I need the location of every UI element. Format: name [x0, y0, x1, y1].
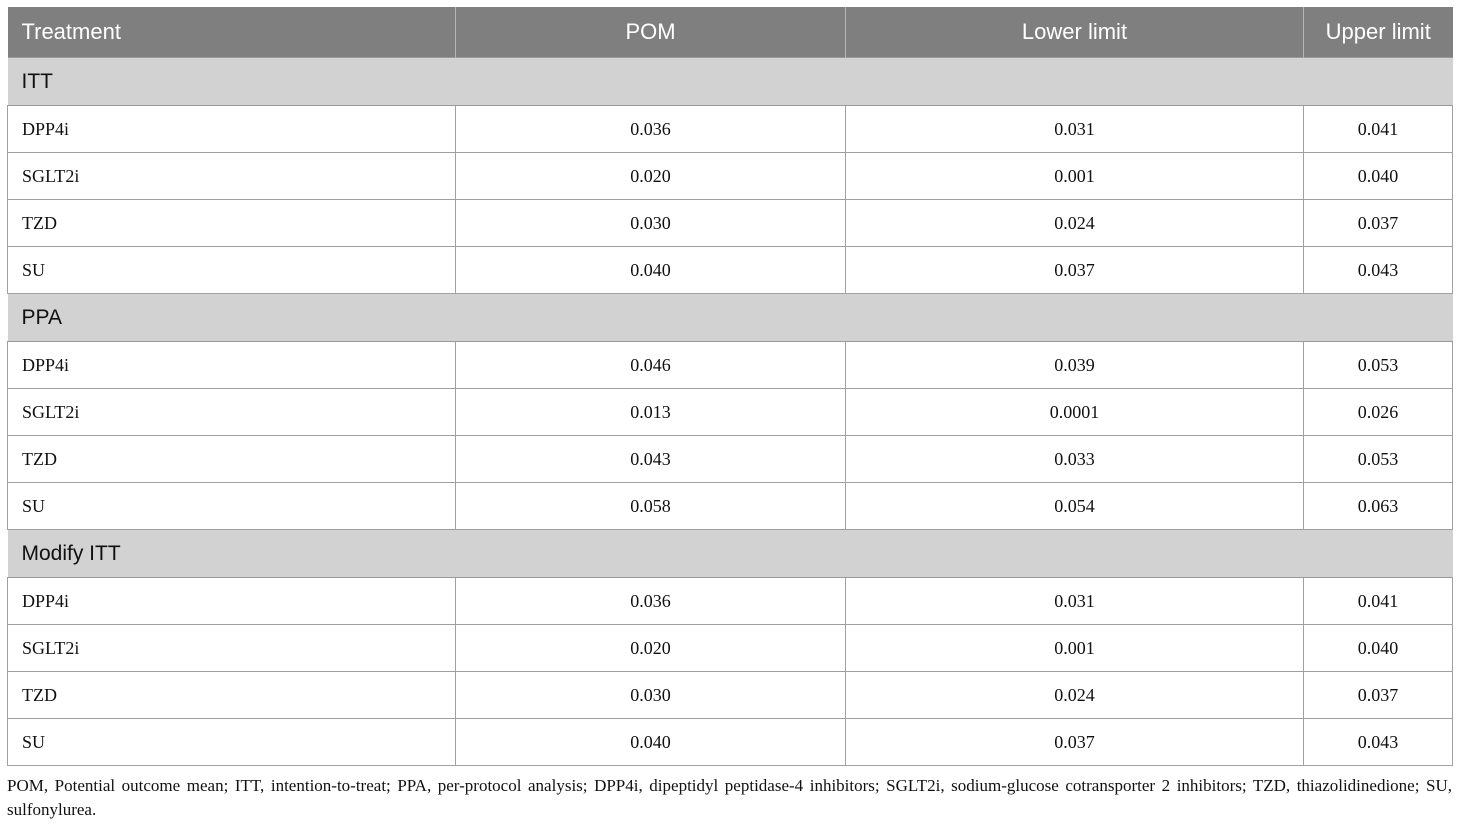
table-row [8, 483, 1453, 530]
upper-limit-cell: 0.026 [1304, 389, 1453, 436]
treatment-cell: SU [8, 247, 456, 294]
pom-cell: 0.036 [456, 106, 846, 153]
table-row [8, 200, 1453, 247]
pom-cell: 0.058 [456, 483, 846, 530]
treatment-cell: DPP4i [8, 578, 456, 625]
lower-limit-cell: 0.054 [846, 483, 1304, 530]
header-treatment: Treatment [8, 7, 456, 58]
group-label: PPA [8, 294, 1453, 342]
table-header-row [8, 7, 1453, 58]
treatment-cell: DPP4i [8, 106, 456, 153]
treatment-cell: SU [8, 719, 456, 766]
lower-limit-cell: 0.001 [846, 153, 1304, 200]
pom-cell: 0.040 [456, 247, 846, 294]
results-table-container [7, 7, 1452, 766]
upper-limit-cell: 0.053 [1304, 342, 1453, 389]
treatment-cell: TZD [8, 436, 456, 483]
treatment-cell: SU [8, 483, 456, 530]
treatment-cell: TZD [8, 200, 456, 247]
group-label: Modify ITT [8, 530, 1453, 578]
lower-limit-cell: 0.033 [846, 436, 1304, 483]
pom-cell: 0.020 [456, 625, 846, 672]
table-row [8, 153, 1453, 200]
table-row [8, 389, 1453, 436]
lower-limit-cell: 0.001 [846, 625, 1304, 672]
pom-cell: 0.036 [456, 578, 846, 625]
table-footnote: POM, Potential outcome mean; ITT, intention-to-treat; PPA, per-protocol analysis; DPP4i, dipeptidyl peptidase-4 inhibitors; SGLT2i, sodium-glucose cotransporter 2 inhibitors; TZD, thiazolidinedione; SU, sulfonylurea. [7, 776, 1452, 819]
group-row [8, 58, 1453, 106]
upper-limit-cell: 0.040 [1304, 153, 1453, 200]
pom-cell: 0.043 [456, 436, 846, 483]
table-row [8, 106, 1453, 153]
upper-limit-cell: 0.053 [1304, 436, 1453, 483]
pom-cell: 0.013 [456, 389, 846, 436]
lower-limit-cell: 0.037 [846, 247, 1304, 294]
group-row [8, 530, 1453, 578]
upper-limit-cell: 0.037 [1304, 672, 1453, 719]
treatment-cell: SGLT2i [8, 389, 456, 436]
pom-cell: 0.046 [456, 342, 846, 389]
header-pom: POM [456, 7, 846, 58]
treatment-cell: SGLT2i [8, 625, 456, 672]
table-body [8, 58, 1453, 766]
table-row [8, 578, 1453, 625]
pom-cell: 0.030 [456, 672, 846, 719]
pom-cell: 0.030 [456, 200, 846, 247]
treatment-cell: SGLT2i [8, 153, 456, 200]
upper-limit-cell: 0.041 [1304, 578, 1453, 625]
lower-limit-cell: 0.039 [846, 342, 1304, 389]
table-row [8, 672, 1453, 719]
header-lower-limit: Lower limit [846, 7, 1304, 58]
table-row [8, 342, 1453, 389]
pom-cell: 0.020 [456, 153, 846, 200]
lower-limit-cell: 0.024 [846, 200, 1304, 247]
group-row [8, 294, 1453, 342]
lower-limit-cell: 0.024 [846, 672, 1304, 719]
upper-limit-cell: 0.043 [1304, 719, 1453, 766]
treatment-cell: TZD [8, 672, 456, 719]
header-upper-limit: Upper limit [1304, 7, 1453, 58]
table-row [8, 247, 1453, 294]
lower-limit-cell: 0.031 [846, 106, 1304, 153]
treatment-cell: DPP4i [8, 342, 456, 389]
lower-limit-cell: 0.037 [846, 719, 1304, 766]
upper-limit-cell: 0.041 [1304, 106, 1453, 153]
table-row [8, 719, 1453, 766]
table-row [8, 625, 1453, 672]
pom-cell: 0.040 [456, 719, 846, 766]
lower-limit-cell: 0.0001 [846, 389, 1304, 436]
upper-limit-cell: 0.043 [1304, 247, 1453, 294]
lower-limit-cell: 0.031 [846, 578, 1304, 625]
results-table [7, 7, 1453, 766]
group-label: ITT [8, 58, 1453, 106]
upper-limit-cell: 0.063 [1304, 483, 1453, 530]
upper-limit-cell: 0.037 [1304, 200, 1453, 247]
upper-limit-cell: 0.040 [1304, 625, 1453, 672]
table-row [8, 436, 1453, 483]
